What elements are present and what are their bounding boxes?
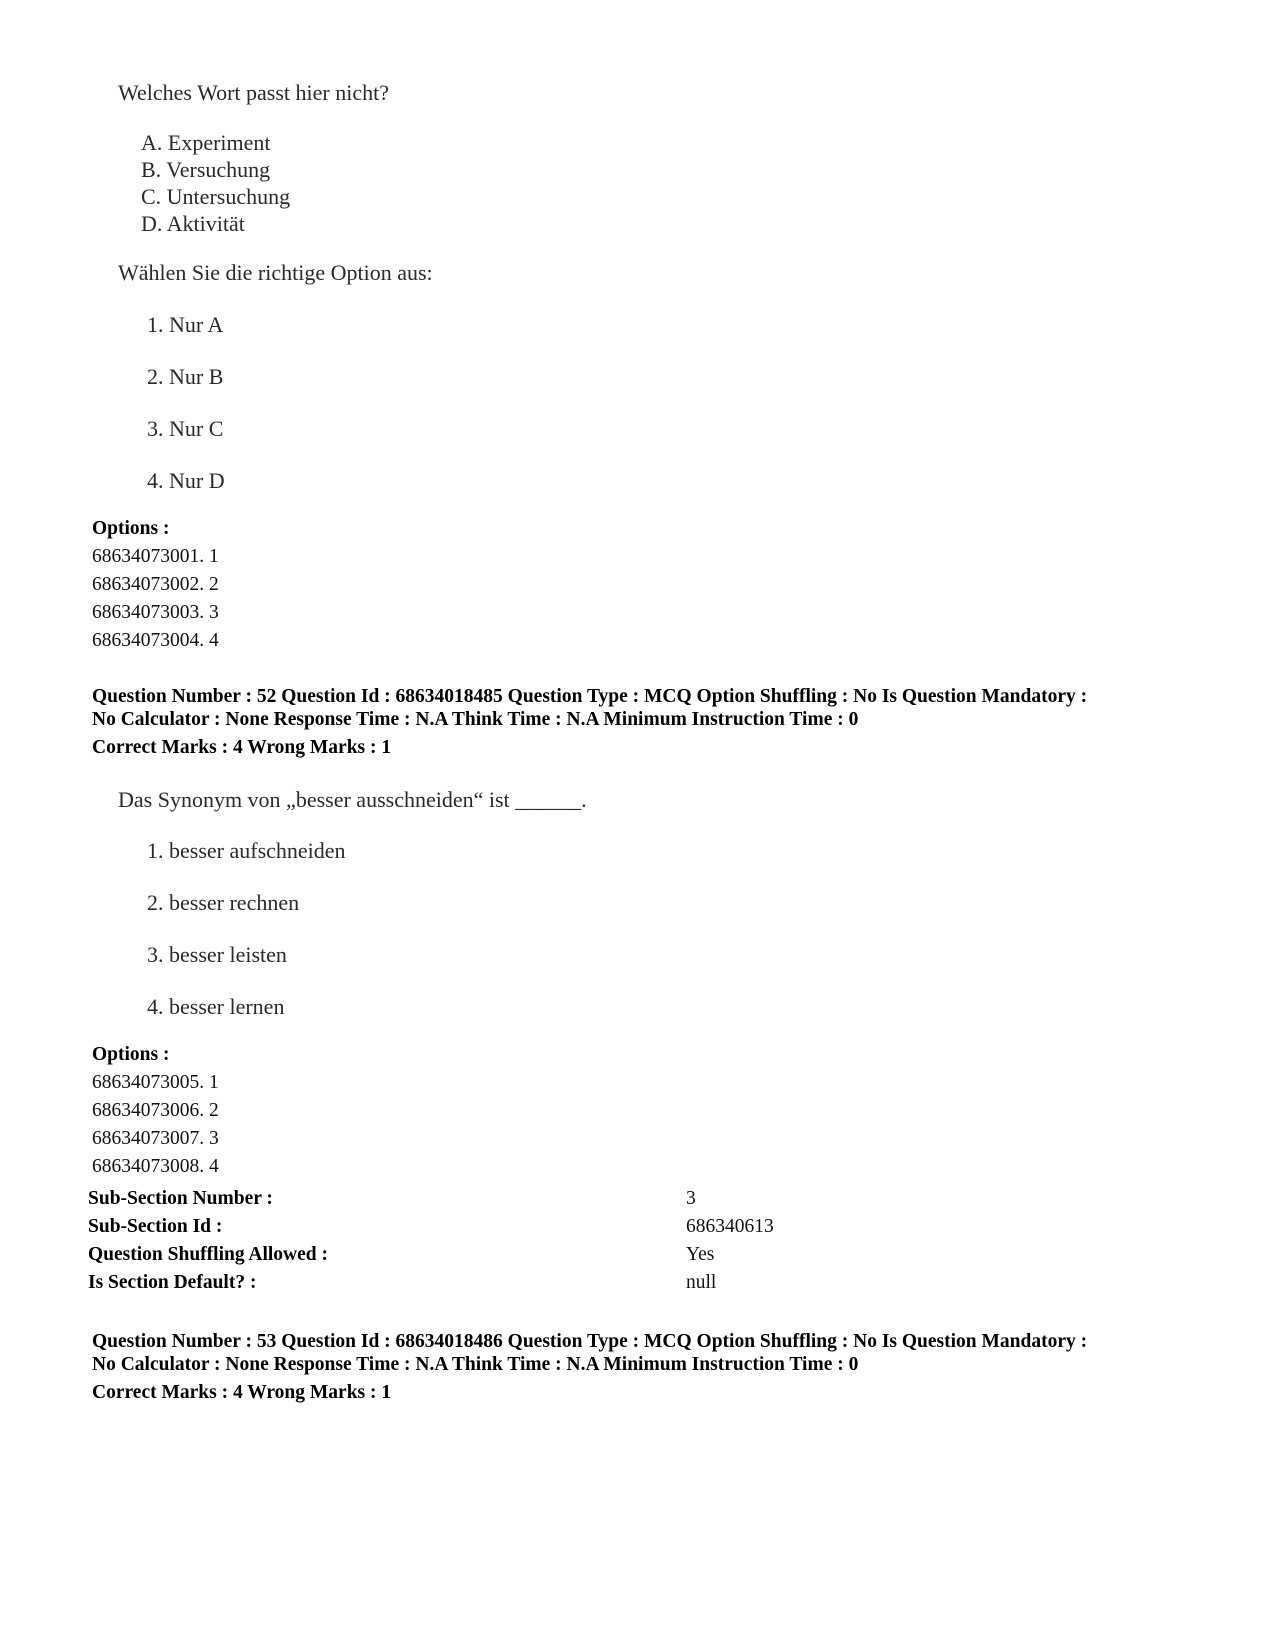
question-marks: Correct Marks : 4 Wrong Marks : 1 [92,737,392,758]
option-id: 68634073008. 4 [92,1156,219,1177]
answer-choice: 4. Nur D [147,468,225,493]
answer-choice: 3. besser leisten [147,942,287,967]
option-id: 68634073006. 2 [92,1100,219,1121]
question-meta: No Calculator : None Response Time : N.A Think Time : N.A Minimum Instruction Time : 0 [92,709,859,730]
answer-choice: 1. Nur A [147,312,224,337]
option-id: 68634073007. 3 [92,1128,219,1149]
option-id: 68634073001. 1 [92,546,219,567]
question-meta: No Calculator : None Response Time : N.A Think Time : N.A Minimum Instruction Time : 0 [92,1354,859,1375]
answer-choice: 2. Nur B [147,364,224,389]
question-text: Das Synonym von „besser ausschneiden“ ist ______. [118,787,587,812]
answer-choice: 1. besser aufschneiden [147,838,346,863]
option-id: 68634073005. 1 [92,1072,219,1093]
subsection-label: Sub-Section Id : [88,1216,223,1237]
subsection-label: Is Section Default? : [88,1272,257,1293]
question-text: Welches Wort passt hier nicht? [118,80,389,105]
options-label: Options : [92,518,170,539]
subsection-value: 3 [686,1188,696,1209]
list-item: A. Experiment [141,130,271,155]
question-marks: Correct Marks : 4 Wrong Marks : 1 [92,1382,392,1403]
subsection-label: Question Shuffling Allowed : [88,1244,329,1265]
answer-choice: 4. besser lernen [147,994,285,1019]
question-meta: Question Number : 53 Question Id : 68634018486 Question Type : MCQ Option Shuffling : No Is Question Mandatory : [92,1331,1088,1352]
list-item: D. Aktivität [141,211,245,236]
subsection-value: null [686,1272,717,1293]
question-prompt: Wählen Sie die richtige Option aus: [118,260,433,285]
subsection-value: 686340613 [686,1216,774,1237]
answer-choice: 3. Nur C [147,416,224,441]
question-meta: Question Number : 52 Question Id : 68634018485 Question Type : MCQ Option Shuffling : No Is Question Mandatory : [92,686,1088,707]
subsection-value: Yes [686,1244,715,1265]
answer-choice: 2. besser rechnen [147,890,300,915]
option-id: 68634073004. 4 [92,630,219,651]
list-item: B. Versuchung [141,157,271,182]
option-id: 68634073003. 3 [92,602,219,623]
list-item: C. Untersuchung [141,184,291,209]
option-id: 68634073002. 2 [92,574,219,595]
options-label: Options : [92,1044,170,1065]
subsection-label: Sub-Section Number : [88,1188,273,1209]
